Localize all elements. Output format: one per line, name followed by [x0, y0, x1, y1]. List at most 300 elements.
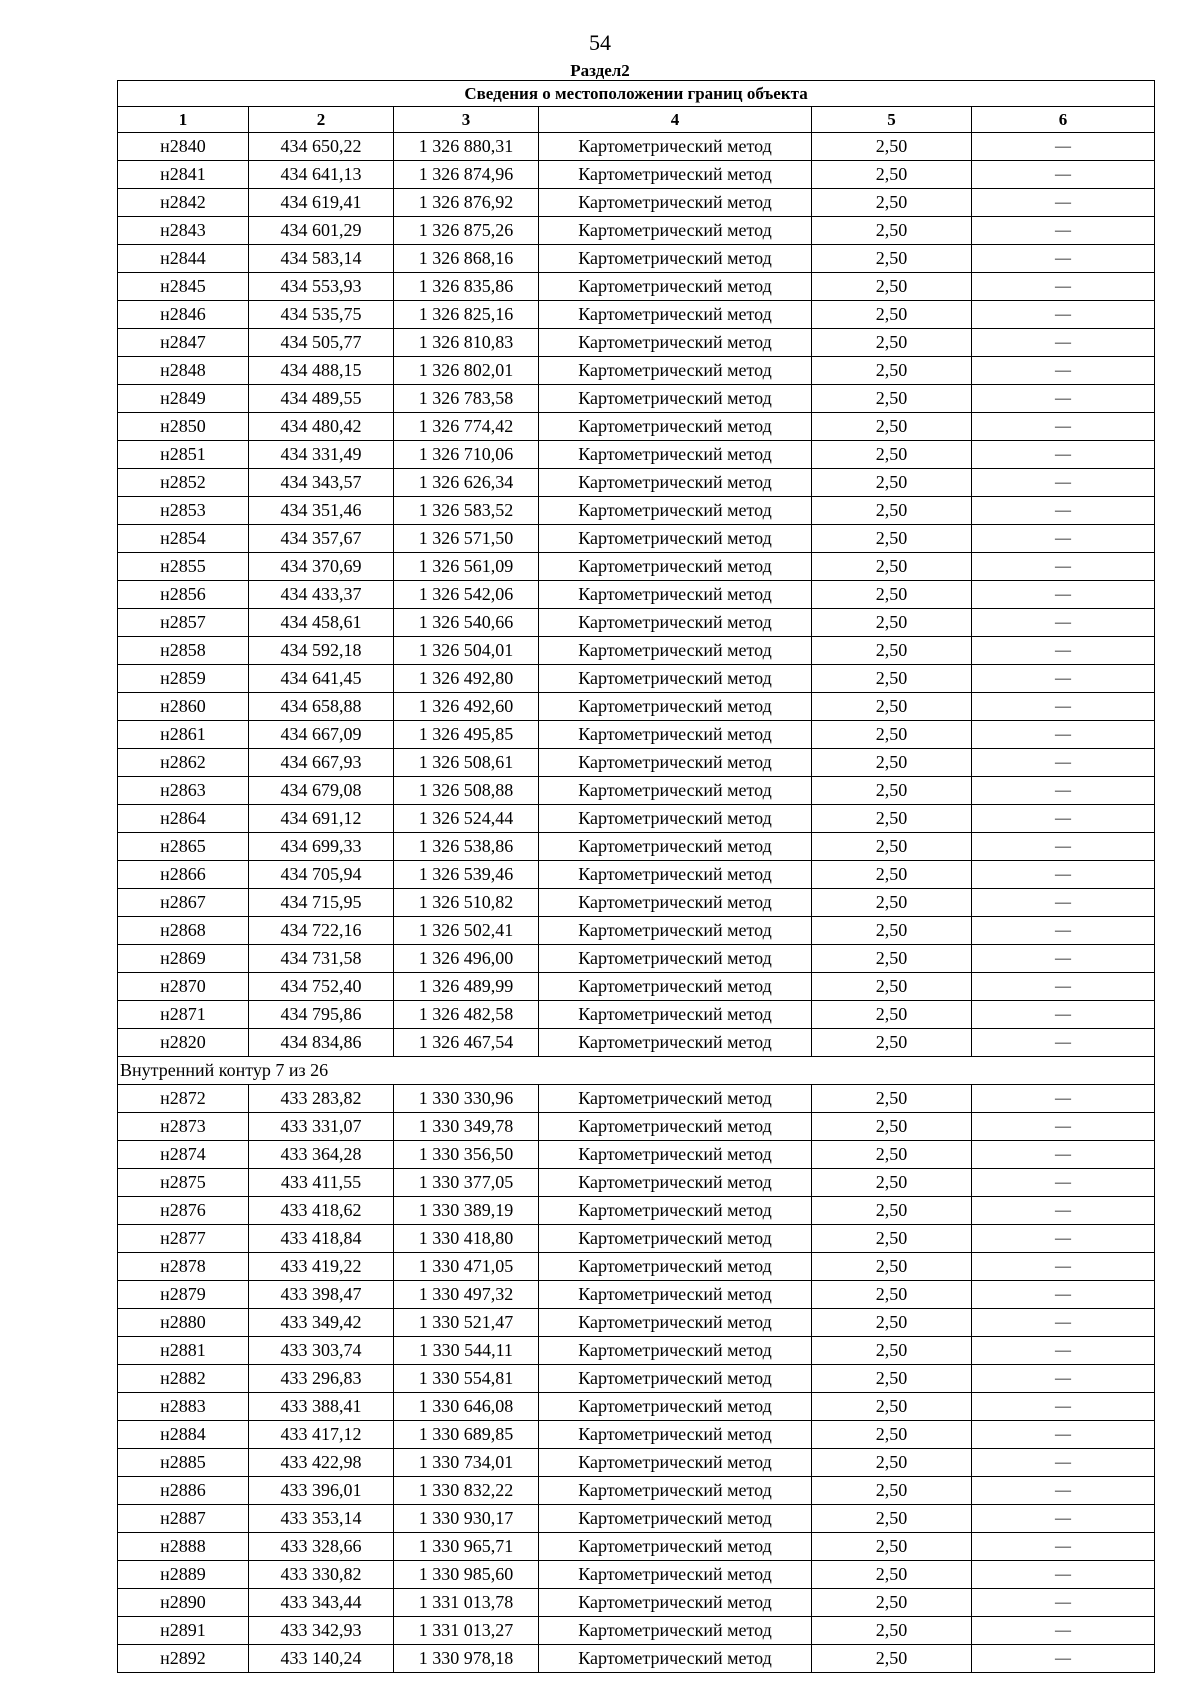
x-coordinate-cell: 434 357,67: [249, 525, 394, 553]
accuracy-cell: 2,50: [812, 1085, 972, 1113]
accuracy-cell: 2,50: [812, 1225, 972, 1253]
accuracy-cell: 2,50: [812, 1001, 972, 1029]
point-cell: н2843: [118, 217, 249, 245]
y-coordinate-cell: 1 326 810,83: [394, 329, 539, 357]
note-cell: —: [972, 385, 1155, 413]
y-coordinate-cell: 1 326 835,86: [394, 273, 539, 301]
point-cell: н2856: [118, 581, 249, 609]
y-coordinate-cell: 1 330 554,81: [394, 1365, 539, 1393]
point-cell: н2841: [118, 161, 249, 189]
y-coordinate-cell: 1 326 508,88: [394, 777, 539, 805]
x-coordinate-cell: 433 296,83: [249, 1365, 394, 1393]
accuracy-cell: 2,50: [812, 1589, 972, 1617]
y-coordinate-cell: 1 330 377,05: [394, 1169, 539, 1197]
column-number: 4: [539, 107, 812, 133]
y-coordinate-cell: 1 330 930,17: [394, 1505, 539, 1533]
method-cell: Картометрический метод: [539, 637, 812, 665]
table-row: [118, 1617, 1155, 1645]
table-row: [118, 133, 1155, 161]
table-row: [118, 861, 1155, 889]
y-coordinate-cell: 1 330 965,71: [394, 1533, 539, 1561]
x-coordinate-cell: 434 619,41: [249, 189, 394, 217]
x-coordinate-cell: 433 328,66: [249, 1533, 394, 1561]
x-coordinate-cell: 433 417,12: [249, 1421, 394, 1449]
method-cell: Картометрический метод: [539, 385, 812, 413]
method-cell: Картометрический метод: [539, 1029, 812, 1057]
accuracy-cell: 2,50: [812, 917, 972, 945]
accuracy-cell: 2,50: [812, 245, 972, 273]
note-cell: —: [972, 301, 1155, 329]
y-coordinate-cell: 1 326 825,16: [394, 301, 539, 329]
note-cell: —: [972, 497, 1155, 525]
x-coordinate-cell: 434 667,09: [249, 721, 394, 749]
x-coordinate-cell: 434 458,61: [249, 609, 394, 637]
y-coordinate-cell: 1 326 489,99: [394, 973, 539, 1001]
method-cell: Картометрический метод: [539, 1141, 812, 1169]
table-row: [118, 469, 1155, 497]
method-cell: Картометрический метод: [539, 1561, 812, 1589]
accuracy-cell: 2,50: [812, 749, 972, 777]
accuracy-cell: 2,50: [812, 385, 972, 413]
x-coordinate-cell: 434 553,93: [249, 273, 394, 301]
method-cell: Картометрический метод: [539, 217, 812, 245]
method-cell: Картометрический метод: [539, 917, 812, 945]
note-cell: —: [972, 805, 1155, 833]
note-cell: —: [972, 581, 1155, 609]
method-cell: Картометрический метод: [539, 805, 812, 833]
note-cell: —: [972, 329, 1155, 357]
method-cell: Картометрический метод: [539, 1113, 812, 1141]
note-cell: —: [972, 1281, 1155, 1309]
table-row: [118, 1309, 1155, 1337]
x-coordinate-cell: 433 353,14: [249, 1505, 394, 1533]
point-cell: н2871: [118, 1001, 249, 1029]
y-coordinate-cell: 1 326 524,44: [394, 805, 539, 833]
contour-row: [118, 1057, 1155, 1085]
point-cell: н2857: [118, 609, 249, 637]
note-cell: —: [972, 525, 1155, 553]
y-coordinate-cell: 1 330 497,32: [394, 1281, 539, 1309]
note-cell: —: [972, 1337, 1155, 1365]
method-cell: Картометрический метод: [539, 1085, 812, 1113]
y-coordinate-cell: 1 326 561,09: [394, 553, 539, 581]
x-coordinate-cell: 434 433,37: [249, 581, 394, 609]
accuracy-cell: 2,50: [812, 777, 972, 805]
method-cell: Картометрический метод: [539, 553, 812, 581]
x-coordinate-cell: 434 488,15: [249, 357, 394, 385]
point-cell: н2850: [118, 413, 249, 441]
point-cell: н2883: [118, 1393, 249, 1421]
y-coordinate-cell: 1 326 868,16: [394, 245, 539, 273]
contour-label: Внутренний контур 7 из 26: [118, 1057, 1155, 1085]
table-row: [118, 1505, 1155, 1533]
note-cell: —: [972, 1561, 1155, 1589]
method-cell: Картометрический метод: [539, 329, 812, 357]
accuracy-cell: 2,50: [812, 1309, 972, 1337]
table-row: [118, 1001, 1155, 1029]
method-cell: Картометрический метод: [539, 1421, 812, 1449]
x-coordinate-cell: 434 667,93: [249, 749, 394, 777]
point-cell: н2877: [118, 1225, 249, 1253]
method-cell: Картометрический метод: [539, 273, 812, 301]
point-cell: н2846: [118, 301, 249, 329]
note-cell: —: [972, 637, 1155, 665]
accuracy-cell: 2,50: [812, 1337, 972, 1365]
y-coordinate-cell: 1 326 467,54: [394, 1029, 539, 1057]
column-number: 6: [972, 107, 1155, 133]
table-row: [118, 525, 1155, 553]
accuracy-cell: 2,50: [812, 637, 972, 665]
accuracy-cell: 2,50: [812, 1141, 972, 1169]
accuracy-cell: 2,50: [812, 721, 972, 749]
table-row: [118, 553, 1155, 581]
method-cell: Картометрический метод: [539, 245, 812, 273]
y-coordinate-cell: 1 330 832,22: [394, 1477, 539, 1505]
table-row: [118, 1337, 1155, 1365]
point-cell: н2882: [118, 1365, 249, 1393]
table-row: [118, 357, 1155, 385]
note-cell: —: [972, 749, 1155, 777]
accuracy-cell: 2,50: [812, 945, 972, 973]
point-cell: н2851: [118, 441, 249, 469]
note-cell: —: [972, 1645, 1155, 1673]
y-coordinate-cell: 1 326 492,60: [394, 693, 539, 721]
y-coordinate-cell: 1 326 482,58: [394, 1001, 539, 1029]
method-cell: Картометрический метод: [539, 1505, 812, 1533]
note-cell: —: [972, 609, 1155, 637]
table-body: [118, 133, 1155, 1673]
accuracy-cell: 2,50: [812, 665, 972, 693]
note-cell: —: [972, 245, 1155, 273]
method-cell: Картометрический метод: [539, 721, 812, 749]
x-coordinate-cell: 434 722,16: [249, 917, 394, 945]
accuracy-cell: 2,50: [812, 1505, 972, 1533]
note-cell: —: [972, 189, 1155, 217]
y-coordinate-cell: 1 330 521,47: [394, 1309, 539, 1337]
method-cell: Картометрический метод: [539, 161, 812, 189]
y-coordinate-cell: 1 330 985,60: [394, 1561, 539, 1589]
method-cell: Картометрический метод: [539, 1589, 812, 1617]
x-coordinate-cell: 433 331,07: [249, 1113, 394, 1141]
column-number-row: [118, 107, 1155, 133]
accuracy-cell: 2,50: [812, 1169, 972, 1197]
table-row: [118, 889, 1155, 917]
note-cell: —: [972, 553, 1155, 581]
y-coordinate-cell: 1 326 880,31: [394, 133, 539, 161]
y-coordinate-cell: 1 326 496,00: [394, 945, 539, 973]
method-cell: Картометрический метод: [539, 693, 812, 721]
x-coordinate-cell: 434 650,22: [249, 133, 394, 161]
note-cell: —: [972, 357, 1155, 385]
accuracy-cell: 2,50: [812, 357, 972, 385]
point-cell: н2876: [118, 1197, 249, 1225]
note-cell: —: [972, 1505, 1155, 1533]
note-cell: —: [972, 917, 1155, 945]
note-cell: —: [972, 413, 1155, 441]
table-row: [118, 413, 1155, 441]
method-cell: Картометрический метод: [539, 1449, 812, 1477]
x-coordinate-cell: 434 583,14: [249, 245, 394, 273]
point-cell: н2847: [118, 329, 249, 357]
note-cell: —: [972, 1141, 1155, 1169]
x-coordinate-cell: 434 351,46: [249, 497, 394, 525]
method-cell: Картометрический метод: [539, 301, 812, 329]
y-coordinate-cell: 1 326 802,01: [394, 357, 539, 385]
column-number: 2: [249, 107, 394, 133]
point-cell: н2870: [118, 973, 249, 1001]
note-cell: —: [972, 1421, 1155, 1449]
y-coordinate-cell: 1 326 774,42: [394, 413, 539, 441]
accuracy-cell: 2,50: [812, 1197, 972, 1225]
note-cell: —: [972, 273, 1155, 301]
method-cell: Картометрический метод: [539, 1393, 812, 1421]
point-cell: н2854: [118, 525, 249, 553]
note-cell: —: [972, 1309, 1155, 1337]
accuracy-cell: 2,50: [812, 441, 972, 469]
method-cell: Картометрический метод: [539, 357, 812, 385]
point-cell: н2844: [118, 245, 249, 273]
point-cell: н2842: [118, 189, 249, 217]
y-coordinate-cell: 1 330 689,85: [394, 1421, 539, 1449]
table-row: [118, 1169, 1155, 1197]
x-coordinate-cell: 434 601,29: [249, 217, 394, 245]
point-cell: н2885: [118, 1449, 249, 1477]
y-coordinate-cell: 1 326 492,80: [394, 665, 539, 693]
accuracy-cell: 2,50: [812, 1393, 972, 1421]
x-coordinate-cell: 433 419,22: [249, 1253, 394, 1281]
note-cell: —: [972, 1085, 1155, 1113]
y-coordinate-cell: 1 326 539,46: [394, 861, 539, 889]
x-coordinate-cell: 433 330,82: [249, 1561, 394, 1589]
table-row: [118, 1085, 1155, 1113]
method-cell: Картометрический метод: [539, 413, 812, 441]
table-row: [118, 1449, 1155, 1477]
x-coordinate-cell: 433 388,41: [249, 1393, 394, 1421]
x-coordinate-cell: 434 370,69: [249, 553, 394, 581]
x-coordinate-cell: 434 535,75: [249, 301, 394, 329]
y-coordinate-cell: 1 326 571,50: [394, 525, 539, 553]
page-number: 54: [589, 30, 611, 55]
note-cell: —: [972, 1533, 1155, 1561]
accuracy-cell: 2,50: [812, 973, 972, 1001]
x-coordinate-cell: 433 418,84: [249, 1225, 394, 1253]
y-coordinate-cell: 1 330 356,50: [394, 1141, 539, 1169]
x-coordinate-cell: 434 679,08: [249, 777, 394, 805]
accuracy-cell: 2,50: [812, 1617, 972, 1645]
accuracy-cell: 2,50: [812, 1113, 972, 1141]
accuracy-cell: 2,50: [812, 609, 972, 637]
y-coordinate-cell: 1 326 502,41: [394, 917, 539, 945]
method-cell: Картометрический метод: [539, 189, 812, 217]
y-coordinate-cell: 1 330 471,05: [394, 1253, 539, 1281]
table-row: [118, 973, 1155, 1001]
note-cell: —: [972, 1365, 1155, 1393]
method-cell: Картометрический метод: [539, 973, 812, 1001]
y-coordinate-cell: 1 326 540,66: [394, 609, 539, 637]
column-number: 5: [812, 107, 972, 133]
accuracy-cell: 2,50: [812, 1533, 972, 1561]
point-cell: н2888: [118, 1533, 249, 1561]
point-cell: н2875: [118, 1169, 249, 1197]
point-cell: н2874: [118, 1141, 249, 1169]
method-cell: Картометрический метод: [539, 749, 812, 777]
note-cell: —: [972, 1197, 1155, 1225]
accuracy-cell: 2,50: [812, 1365, 972, 1393]
table-row: [118, 1421, 1155, 1449]
x-coordinate-cell: 433 364,28: [249, 1141, 394, 1169]
point-cell: н2840: [118, 133, 249, 161]
accuracy-cell: 2,50: [812, 161, 972, 189]
method-cell: Картометрический метод: [539, 581, 812, 609]
y-coordinate-cell: 1 330 646,08: [394, 1393, 539, 1421]
method-cell: Картометрический метод: [539, 133, 812, 161]
accuracy-cell: 2,50: [812, 133, 972, 161]
table-caption: Сведения о местоположении границ объекта: [118, 81, 1155, 107]
accuracy-cell: 2,50: [812, 217, 972, 245]
point-cell: н2879: [118, 1281, 249, 1309]
table-row: [118, 273, 1155, 301]
y-coordinate-cell: 1 326 583,52: [394, 497, 539, 525]
table-row: [118, 385, 1155, 413]
table-row: [118, 1589, 1155, 1617]
x-coordinate-cell: 433 343,44: [249, 1589, 394, 1617]
y-coordinate-cell: 1 330 330,96: [394, 1085, 539, 1113]
point-cell: н2886: [118, 1477, 249, 1505]
accuracy-cell: 2,50: [812, 1477, 972, 1505]
point-cell: н2887: [118, 1505, 249, 1533]
x-coordinate-cell: 433 422,98: [249, 1449, 394, 1477]
accuracy-cell: 2,50: [812, 553, 972, 581]
point-cell: н2873: [118, 1113, 249, 1141]
y-coordinate-cell: 1 326 542,06: [394, 581, 539, 609]
note-cell: —: [972, 1477, 1155, 1505]
accuracy-cell: 2,50: [812, 189, 972, 217]
note-cell: —: [972, 1617, 1155, 1645]
x-coordinate-cell: 433 411,55: [249, 1169, 394, 1197]
note-cell: —: [972, 1169, 1155, 1197]
point-cell: н2855: [118, 553, 249, 581]
point-cell: н2889: [118, 1561, 249, 1589]
x-coordinate-cell: 434 731,58: [249, 945, 394, 973]
note-cell: —: [972, 1225, 1155, 1253]
table-row: [118, 161, 1155, 189]
coordinates-table: [117, 80, 1155, 1673]
y-coordinate-cell: 1 326 874,96: [394, 161, 539, 189]
note-cell: —: [972, 469, 1155, 497]
note-cell: —: [972, 1449, 1155, 1477]
y-coordinate-cell: 1 326 538,86: [394, 833, 539, 861]
point-cell: н2881: [118, 1337, 249, 1365]
table-row: [118, 1393, 1155, 1421]
y-coordinate-cell: 1 326 508,61: [394, 749, 539, 777]
note-cell: —: [972, 665, 1155, 693]
x-coordinate-cell: 434 834,86: [249, 1029, 394, 1057]
accuracy-cell: 2,50: [812, 497, 972, 525]
x-coordinate-cell: 433 349,42: [249, 1309, 394, 1337]
point-cell: н2853: [118, 497, 249, 525]
method-cell: Картометрический метод: [539, 1253, 812, 1281]
point-cell: н2892: [118, 1645, 249, 1673]
y-coordinate-cell: 1 330 389,19: [394, 1197, 539, 1225]
point-cell: н2868: [118, 917, 249, 945]
accuracy-cell: 2,50: [812, 581, 972, 609]
method-cell: Картометрический метод: [539, 469, 812, 497]
table-row: [118, 721, 1155, 749]
x-coordinate-cell: 434 658,88: [249, 693, 394, 721]
x-coordinate-cell: 433 283,82: [249, 1085, 394, 1113]
table-row: [118, 1253, 1155, 1281]
note-cell: —: [972, 217, 1155, 245]
x-coordinate-cell: 433 396,01: [249, 1477, 394, 1505]
accuracy-cell: 2,50: [812, 805, 972, 833]
table-row: [118, 1197, 1155, 1225]
y-coordinate-cell: 1 326 710,06: [394, 441, 539, 469]
point-cell: н2862: [118, 749, 249, 777]
method-cell: Картометрический метод: [539, 1533, 812, 1561]
column-number: 3: [394, 107, 539, 133]
table-row: [118, 1645, 1155, 1673]
method-cell: Картометрический метод: [539, 665, 812, 693]
table-row: [118, 329, 1155, 357]
x-coordinate-cell: 433 342,93: [249, 1617, 394, 1645]
y-coordinate-cell: 1 326 876,92: [394, 189, 539, 217]
method-cell: Картометрический метод: [539, 1617, 812, 1645]
point-cell: н2859: [118, 665, 249, 693]
point-cell: н2872: [118, 1085, 249, 1113]
method-cell: Картометрический метод: [539, 609, 812, 637]
table-row: [118, 1029, 1155, 1057]
table-row: [118, 609, 1155, 637]
point-cell: н2849: [118, 385, 249, 413]
table-row: [118, 917, 1155, 945]
method-cell: Картометрический метод: [539, 1281, 812, 1309]
x-coordinate-cell: 434 331,49: [249, 441, 394, 469]
x-coordinate-cell: 434 489,55: [249, 385, 394, 413]
y-coordinate-cell: 1 326 495,85: [394, 721, 539, 749]
note-cell: —: [972, 833, 1155, 861]
point-cell: н2863: [118, 777, 249, 805]
method-cell: Картометрический метод: [539, 1477, 812, 1505]
method-cell: Картометрический метод: [539, 1645, 812, 1673]
note-cell: —: [972, 889, 1155, 917]
note-cell: —: [972, 161, 1155, 189]
note-cell: —: [972, 945, 1155, 973]
accuracy-cell: 2,50: [812, 1421, 972, 1449]
x-coordinate-cell: 434 480,42: [249, 413, 394, 441]
x-coordinate-cell: 434 699,33: [249, 833, 394, 861]
accuracy-cell: 2,50: [812, 1449, 972, 1477]
x-coordinate-cell: 434 641,45: [249, 665, 394, 693]
method-cell: Картометрический метод: [539, 1365, 812, 1393]
point-cell: н2852: [118, 469, 249, 497]
accuracy-cell: 2,50: [812, 693, 972, 721]
accuracy-cell: 2,50: [812, 525, 972, 553]
table-row: [118, 1113, 1155, 1141]
note-cell: —: [972, 1393, 1155, 1421]
point-cell: н2884: [118, 1421, 249, 1449]
point-cell: н2860: [118, 693, 249, 721]
note-cell: —: [972, 1029, 1155, 1057]
y-coordinate-cell: 1 330 978,18: [394, 1645, 539, 1673]
note-cell: —: [972, 973, 1155, 1001]
note-cell: —: [972, 1589, 1155, 1617]
accuracy-cell: 2,50: [812, 413, 972, 441]
point-cell: н2880: [118, 1309, 249, 1337]
method-cell: Картометрический метод: [539, 1309, 812, 1337]
method-cell: Картометрический метод: [539, 1001, 812, 1029]
point-cell: н2864: [118, 805, 249, 833]
table-caption-row: [118, 81, 1155, 107]
